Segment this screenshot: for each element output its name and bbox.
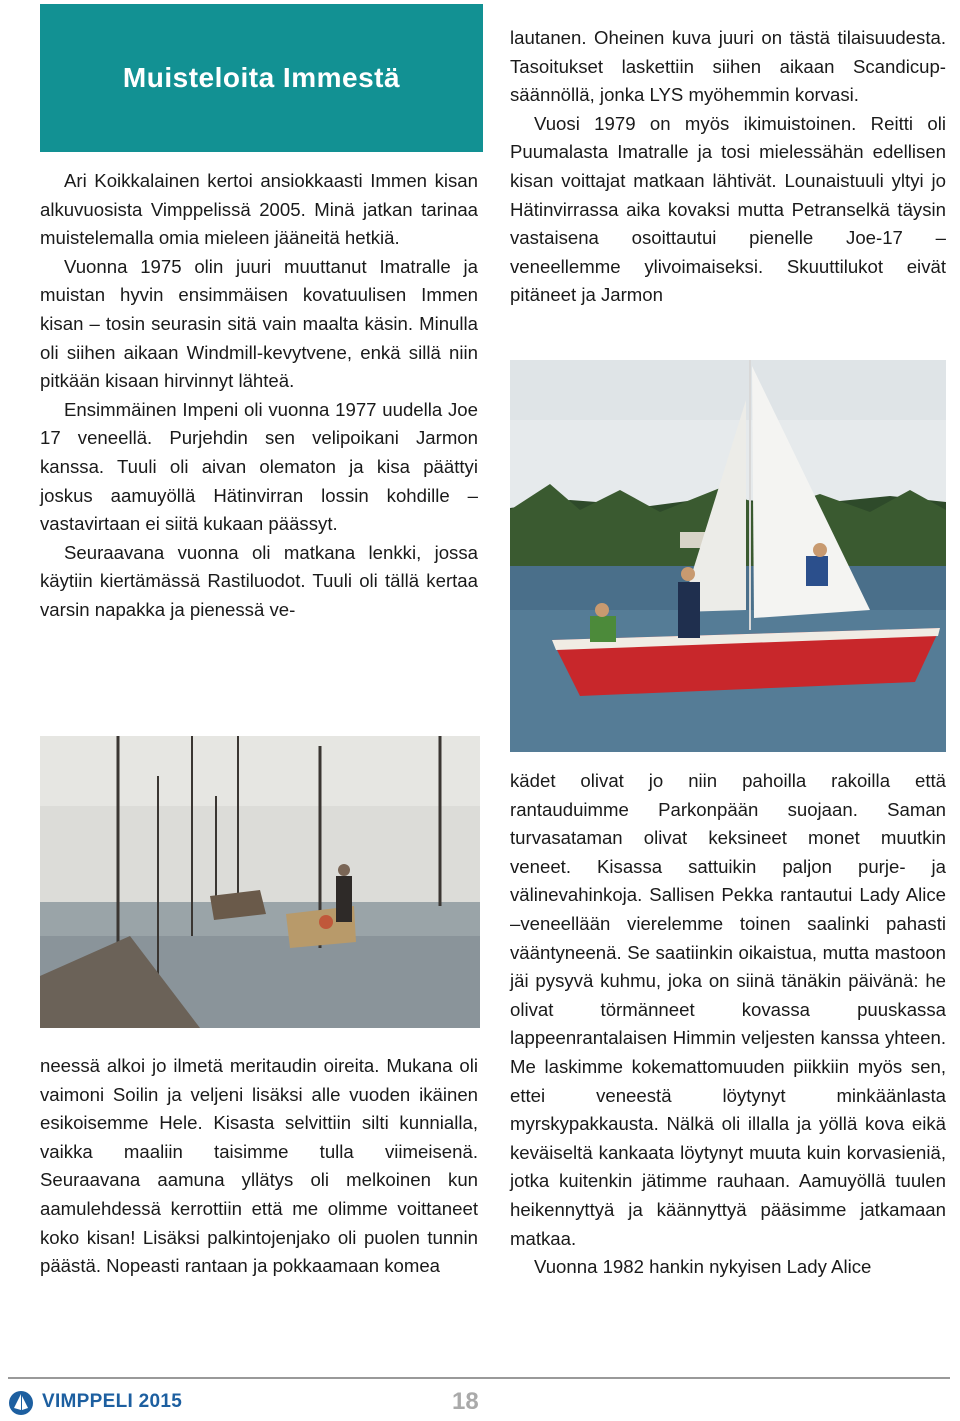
- column-right-bottom: [510, 767, 946, 1282]
- page-title: Muisteloita Immestä: [122, 62, 401, 93]
- title-block: [40, 4, 483, 152]
- page-number: 18: [452, 1388, 479, 1415]
- column-left-top: [40, 167, 478, 625]
- footer-divider: [8, 1377, 950, 1379]
- vimppeli-logo-icon: [8, 1390, 34, 1416]
- paragraph: Ari Koikkalainen kertoi ansiokkaasti Immen kisan alkuvuosista Vimppelissä 2005. Minä jatkan tarinaa muistelemalla omia mieleen jääneitä hetkiä.: [40, 170, 478, 249]
- paragraph: kädet olivat jo niin pahoilla rakoilla että rantauduimme Parkonpään suojaan. Saman turvasataman olivat keksineet monet muutkin veneet. Kisassa sattuikin paljon purje- ja välinevahinkoja. Sallisen Pekka rantautui Lady Alice –veneellään vierelemme toinen saalinki pahasti vääntyneenä. Se saatiinkin oikaistua, mutta mastoon jäi pysyvä kuhmu, joka on siinä tänäkin päivänä: he olivat törmänneet kovassa puuskassa lappeenrantalaisen Himmin veljesten kanssa yhteen. Me laskimme kokemattomuuden piikkiin myös sen, ettei veneestä löytynyt minkäänlasta myrskypakkausta. Nälkä oli illalla ja yöllä kova eikä keväiseltä kankaata löytynyt muuta kuin korvasieniä, jotka kuitenkin jätimme rauhaan. Aamuyöllä tuulen heikennyttyä ja käännyttyä pääsimme jatkamaan matkaa.: [510, 770, 946, 1249]
- moored-boats-photo: [40, 736, 480, 1028]
- paragraph: neessä alkoi jo ilmetä meritaudin oireita. Mukana oli vaimoni Soilin ja veljeni lisäksi alle vuoden ikäinen esikoisemme Hele. Kisasta selvittiin silti kunnialla, vaikka maaliin taisimme tulla viimeisenä. Seuraavana aamuna yllätys oli melkoinen kun aamulehdessä kerrottiin että me olimme voittaneet koko kisan! Lisäksi palkintojenjako oli puolen tunnin päästä. Nopeasti rantaan ja pokkaamaan komea: [40, 1055, 478, 1277]
- paragraph: Vuonna 1982 hankin nykyisen Lady Alice: [534, 1256, 872, 1278]
- column-left-bottom: [40, 1052, 478, 1281]
- paragraph: Vuosi 1979 on myös ikimuistoinen. Reitti oli Puumalasta Imatralle ja tosi mielessähän edellisen kisan voittajat matkaan lähtivät. Lounaistuuli yltyi jo Hätinvirrassa aika kovaksi mutta Petranselkä täysin vastaisena osoittautui pienelle Joe-17 –veneellemme ylivoimaiseksi. Skuuttilukot eivät pitäneet ja Jarmon: [510, 112, 946, 306]
- paragraph: Ensimmäinen Impeni oli vuonna 1977 uudella Joe 17 veneellä. Purjehdin sen velipoikani Jarmon kanssa. Tuuli oli aivan olematon ja kisa päättyi joskus aamuyöllä Hätinvirran lossin kohdille – vastavirtaan ei siitä kukaan päässyt.: [40, 398, 478, 535]
- paragraph: lautanen. Oheinen kuva juuri on tästä tilaisuudesta. Tasoitukset laskettiin siihen aikaan Scandicup-säännöllä, jonka LYS myöhemmin korvasi.: [510, 27, 946, 106]
- column-right-top: [510, 24, 946, 310]
- footer-label: VIMPPELI 2015: [42, 1391, 183, 1412]
- paragraph: Vuonna 1975 olin juuri muuttanut Imatralle ja muistan hyvin ensimmäisen kovatuulisen Immen kisan – tosin seurasin sitä vain maalta käsin. Minulla oli siihen aikaan Windmill-kevytvene, enkä sillä niin pitkään kisaan hirvinnyt lähteä.: [40, 255, 478, 392]
- sailboat-photo: [510, 360, 946, 752]
- paragraph: Seuraavana vuonna oli matkana lenkki, jossa käytiin kiertämässä Rastiluodot. Tuuli oli tällä kertaa varsin napakka ja pienessä ve-: [40, 541, 478, 620]
